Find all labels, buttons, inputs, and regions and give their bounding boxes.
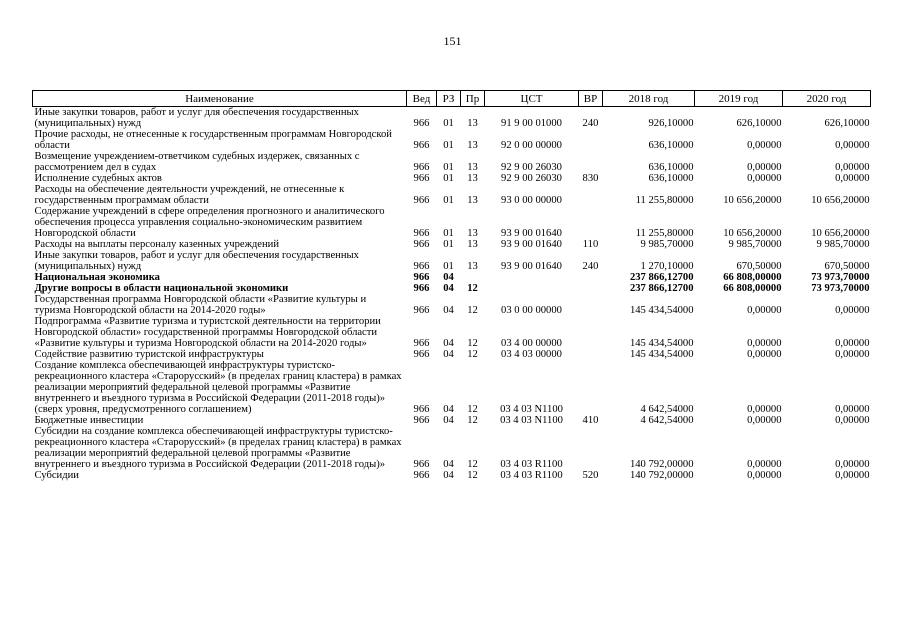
cell-2020: 0,00000: [835, 162, 870, 173]
cell-rz: 04: [443, 272, 454, 283]
cell-2020: 0,00000: [835, 470, 870, 481]
cell-vr: [579, 184, 603, 206]
cell-2020: 0,00000: [835, 415, 870, 426]
header-2020: 2020 год: [783, 91, 871, 107]
cell-name: Расходы на обеспечение деятельности учреждений, не отнесенные к государственным программам области: [34, 184, 345, 206]
header-name: Наименование: [33, 91, 407, 107]
table-row: [33, 184, 871, 206]
table-row: [33, 470, 871, 481]
cell-vr: 410: [582, 415, 599, 426]
cell-rz: 04: [443, 404, 454, 415]
cell-2019: 0,00000: [747, 173, 782, 184]
cell-name: Прочие расходы, не отнесенные к государственным программам Новгородской области: [34, 129, 392, 151]
cell-cst: 92 0 00 00000: [501, 140, 562, 151]
cell-2019: 0,00000: [747, 140, 782, 151]
cell-2019: 670,50000: [736, 261, 782, 272]
table-row: [33, 316, 871, 349]
cell-2019: 626,10000: [736, 118, 782, 129]
header-pr: Пр: [461, 91, 485, 107]
cell-rz: 04: [443, 349, 454, 360]
cell-ved: 966: [413, 338, 430, 349]
cell-2018: 636,10000: [648, 162, 694, 173]
cell-pr: 12: [467, 415, 478, 426]
page-number: 151: [443, 34, 462, 48]
cell-vr: [579, 272, 603, 283]
cell-pr: 13: [467, 239, 478, 250]
cell-2018: 4 642,54000: [640, 404, 694, 415]
cell-vr: 520: [582, 470, 599, 481]
cell-rz: 01: [443, 228, 454, 239]
cell-2019: 10 656,20000: [723, 228, 782, 239]
cell-2019: 0,00000: [747, 415, 782, 426]
cell-2019: 0,00000: [747, 470, 782, 481]
cell-2018: 1 270,10000: [640, 261, 694, 272]
cell-name: Содействие развитию туристской инфраструктуры: [34, 349, 264, 360]
header-ved: Вед: [407, 91, 437, 107]
cell-rz: 01: [443, 239, 454, 250]
cell-2020: 0,00000: [835, 404, 870, 415]
table-row: [33, 239, 871, 250]
cell-2020: 10 656,20000: [811, 195, 870, 206]
cell-name: Субсидии: [34, 470, 79, 481]
cell-2020: 73 973,70000: [811, 272, 870, 283]
cell-ved: 966: [413, 162, 430, 173]
cell-name: Бюджетные инвестиции: [34, 415, 144, 426]
cell-ved: 966: [413, 272, 430, 283]
cell-name: Другие вопросы в области национальной экономики: [34, 283, 289, 294]
table-row: [33, 360, 871, 415]
cell-2020: 0,00000: [835, 338, 870, 349]
cell-2019: 66 808,00000: [723, 283, 782, 294]
table-row: [33, 173, 871, 184]
cell-ved: 966: [413, 173, 430, 184]
cell-rz: 04: [443, 305, 454, 316]
cell-2018: 11 255,80000: [635, 195, 694, 206]
cell-vr: [579, 316, 603, 349]
cell-2018: 237 866,12700: [629, 283, 694, 294]
cell-pr: [461, 272, 485, 283]
cell-rz: 01: [443, 173, 454, 184]
cell-ved: 966: [413, 470, 430, 481]
cell-cst: 93 9 00 01640: [501, 239, 562, 250]
cell-2019: 0,00000: [747, 305, 782, 316]
cell-cst: 92 9 00 26030: [501, 173, 562, 184]
cell-ved: 966: [413, 140, 430, 151]
cell-vr: [579, 349, 603, 360]
cell-rz: 01: [443, 140, 454, 151]
cell-2018: 636,10000: [648, 173, 694, 184]
cell-2018: 11 255,80000: [635, 228, 694, 239]
cell-name: Расходы на выплаты персоналу казенных учреждений: [34, 239, 279, 250]
cell-vr: 110: [582, 239, 599, 250]
cell-name: Подпрограмма «Развитие туризма и туристской деятельности на территории Новгородской области» государственной программы Новгородской области «Развитие культуры и туризма Новгородской области на 2014-2020 годы»: [34, 316, 381, 349]
cell-2019: 10 656,20000: [723, 195, 782, 206]
cell-name: Государственная программа Новгородской области «Развитие культуры и туризма Новгородской области на 2014-2020 годы»: [34, 294, 367, 316]
cell-rz: 04: [443, 415, 454, 426]
cell-2020: 0,00000: [835, 349, 870, 360]
cell-pr: 13: [467, 162, 478, 173]
cell-2020: 626,10000: [824, 118, 870, 129]
header-vr: ВР: [579, 91, 603, 107]
cell-ved: 966: [413, 305, 430, 316]
cell-2020: 0,00000: [835, 459, 870, 470]
cell-pr: 12: [467, 305, 478, 316]
cell-2019: 9 985,70000: [728, 239, 782, 250]
cell-cst: 03 4 03 00000: [501, 349, 562, 360]
cell-2018: 140 792,00000: [629, 470, 694, 481]
table-body: [33, 107, 871, 482]
cell-vr: [579, 206, 603, 239]
cell-2020: 73 973,70000: [811, 283, 870, 294]
cell-vr: 240: [582, 118, 599, 129]
cell-2019: 0,00000: [747, 338, 782, 349]
cell-pr: 12: [467, 349, 478, 360]
cell-rz: 04: [443, 459, 454, 470]
cell-ved: 966: [413, 415, 430, 426]
cell-2018: 140 792,00000: [629, 459, 694, 470]
cell-ved: 966: [413, 404, 430, 415]
cell-pr: 12: [467, 459, 478, 470]
cell-2020: 670,50000: [824, 261, 870, 272]
cell-pr: 13: [467, 173, 478, 184]
cell-pr: 12: [467, 404, 478, 415]
cell-ved: 966: [413, 228, 430, 239]
table-row: [33, 250, 871, 272]
cell-2018: 237 866,12700: [629, 272, 694, 283]
cell-rz: 01: [443, 162, 454, 173]
cell-vr: 830: [582, 173, 599, 184]
cell-ved: 966: [413, 261, 430, 272]
header-2018: 2018 год: [603, 91, 695, 107]
cell-pr: 12: [467, 470, 478, 481]
cell-cst: 03 4 03 N1100: [500, 404, 563, 415]
cell-name: Исполнение судебных актов: [34, 173, 162, 184]
cell-cst: 93 0 00 00000: [501, 195, 562, 206]
cell-name: Субсидии на создание комплекса обеспечивающей инфраструктуры туристско-рекреационного кластера «Старорусский» (в пределах границ кластера) в рамках реализации мероприятий федеральной целевой программы «Развитие внутреннего и въездного туризма в Российской Федерации (2011-2018 годы)»: [34, 426, 402, 470]
cell-rz: 01: [443, 195, 454, 206]
cell-rz: 04: [443, 338, 454, 349]
table-row: [33, 349, 871, 360]
table-row: [33, 107, 871, 130]
cell-2020: 10 656,20000: [811, 228, 870, 239]
cell-name: Иные закупки товаров, работ и услуг для обеспечения государственных (муниципальных) нужд: [34, 107, 359, 129]
cell-pr: 13: [467, 195, 478, 206]
cell-pr: 13: [467, 118, 478, 129]
cell-2018: 9 985,70000: [640, 239, 694, 250]
budget-table: [32, 90, 871, 481]
cell-cst: 93 9 00 01640: [501, 228, 562, 239]
cell-name: Создание комплекса обеспечивающей инфраструктуры туристско-рекреационного кластера «Старорусский» (в пределах границ кластера) в рамках реализации мероприятий федеральной целевой программы «Развитие внутреннего и въездного туризма в Российской Федерации (2011-2018 годы)» (сверх уровня, предусмотренного соглашением): [34, 360, 402, 415]
cell-2018: 926,10000: [648, 118, 694, 129]
cell-name: Возмещение учреждением-ответчиком судебных издержек, связанных с рассмотрением дел в судах: [34, 151, 360, 173]
cell-ved: 966: [413, 118, 430, 129]
cell-cst: 03 4 03 R1100: [500, 470, 563, 481]
header-cst: ЦСТ: [485, 91, 579, 107]
cell-2018: 145 434,54000: [629, 305, 694, 316]
cell-pr: 12: [467, 338, 478, 349]
cell-vr: [579, 151, 603, 173]
cell-ved: 966: [413, 349, 430, 360]
table-row: [33, 283, 871, 294]
cell-ved: 966: [413, 459, 430, 470]
cell-cst: 03 4 03 N1100: [500, 415, 563, 426]
cell-cst: 93 9 00 01640: [501, 261, 562, 272]
cell-rz: 04: [443, 470, 454, 481]
cell-2019: 0,00000: [747, 404, 782, 415]
cell-2020: 9 985,70000: [816, 239, 870, 250]
cell-rz: 01: [443, 261, 454, 272]
cell-cst: [485, 283, 579, 294]
cell-name: Иные закупки товаров, работ и услуг для обеспечения государственных (муниципальных) нужд: [34, 250, 359, 272]
cell-rz: 04: [443, 283, 454, 294]
cell-cst: 92 9 00 26030: [501, 162, 562, 173]
cell-name: Содержание учреждений в сфере определения прогнозного и аналитического обеспечения процесса управления социально-экономическим развитием Новгородской области: [34, 206, 385, 239]
cell-2019: 0,00000: [747, 349, 782, 360]
cell-2018: 4 642,54000: [640, 415, 694, 426]
table-row: [33, 426, 871, 470]
cell-name: Национальная экономика: [34, 272, 160, 283]
cell-2018: 636,10000: [648, 140, 694, 151]
cell-ved: 966: [413, 239, 430, 250]
cell-pr: 13: [467, 261, 478, 272]
cell-cst: 03 0 00 00000: [501, 305, 562, 316]
cell-cst: [485, 272, 579, 283]
table-row: [33, 129, 871, 151]
table-header-row: [33, 91, 871, 107]
cell-2020: 0,00000: [835, 140, 870, 151]
cell-cst: 91 9 00 01000: [501, 118, 562, 129]
table-row: [33, 294, 871, 316]
cell-cst: 03 4 00 00000: [501, 338, 562, 349]
cell-ved: 966: [413, 283, 430, 294]
cell-pr: 12: [467, 283, 478, 294]
cell-cst: 03 4 03 R1100: [500, 459, 563, 470]
cell-vr: [579, 360, 603, 415]
cell-2020: 0,00000: [835, 305, 870, 316]
cell-vr: [579, 129, 603, 151]
cell-2018: 145 434,54000: [629, 338, 694, 349]
cell-ved: 966: [413, 195, 430, 206]
cell-2019: 66 808,00000: [723, 272, 782, 283]
header-2019: 2019 год: [695, 91, 783, 107]
cell-2019: 0,00000: [747, 162, 782, 173]
table-row: [33, 272, 871, 283]
cell-vr: [579, 426, 603, 470]
cell-2019: 0,00000: [747, 459, 782, 470]
cell-rz: 01: [443, 118, 454, 129]
cell-2020: 0,00000: [835, 173, 870, 184]
header-rz: РЗ: [437, 91, 461, 107]
table-row: [33, 415, 871, 426]
cell-2018: 145 434,54000: [629, 349, 694, 360]
cell-vr: 240: [582, 261, 599, 272]
cell-pr: 13: [467, 140, 478, 151]
cell-vr: [579, 283, 603, 294]
table-row: [33, 206, 871, 239]
cell-vr: [579, 294, 603, 316]
cell-pr: 13: [467, 228, 478, 239]
table-row: [33, 151, 871, 173]
